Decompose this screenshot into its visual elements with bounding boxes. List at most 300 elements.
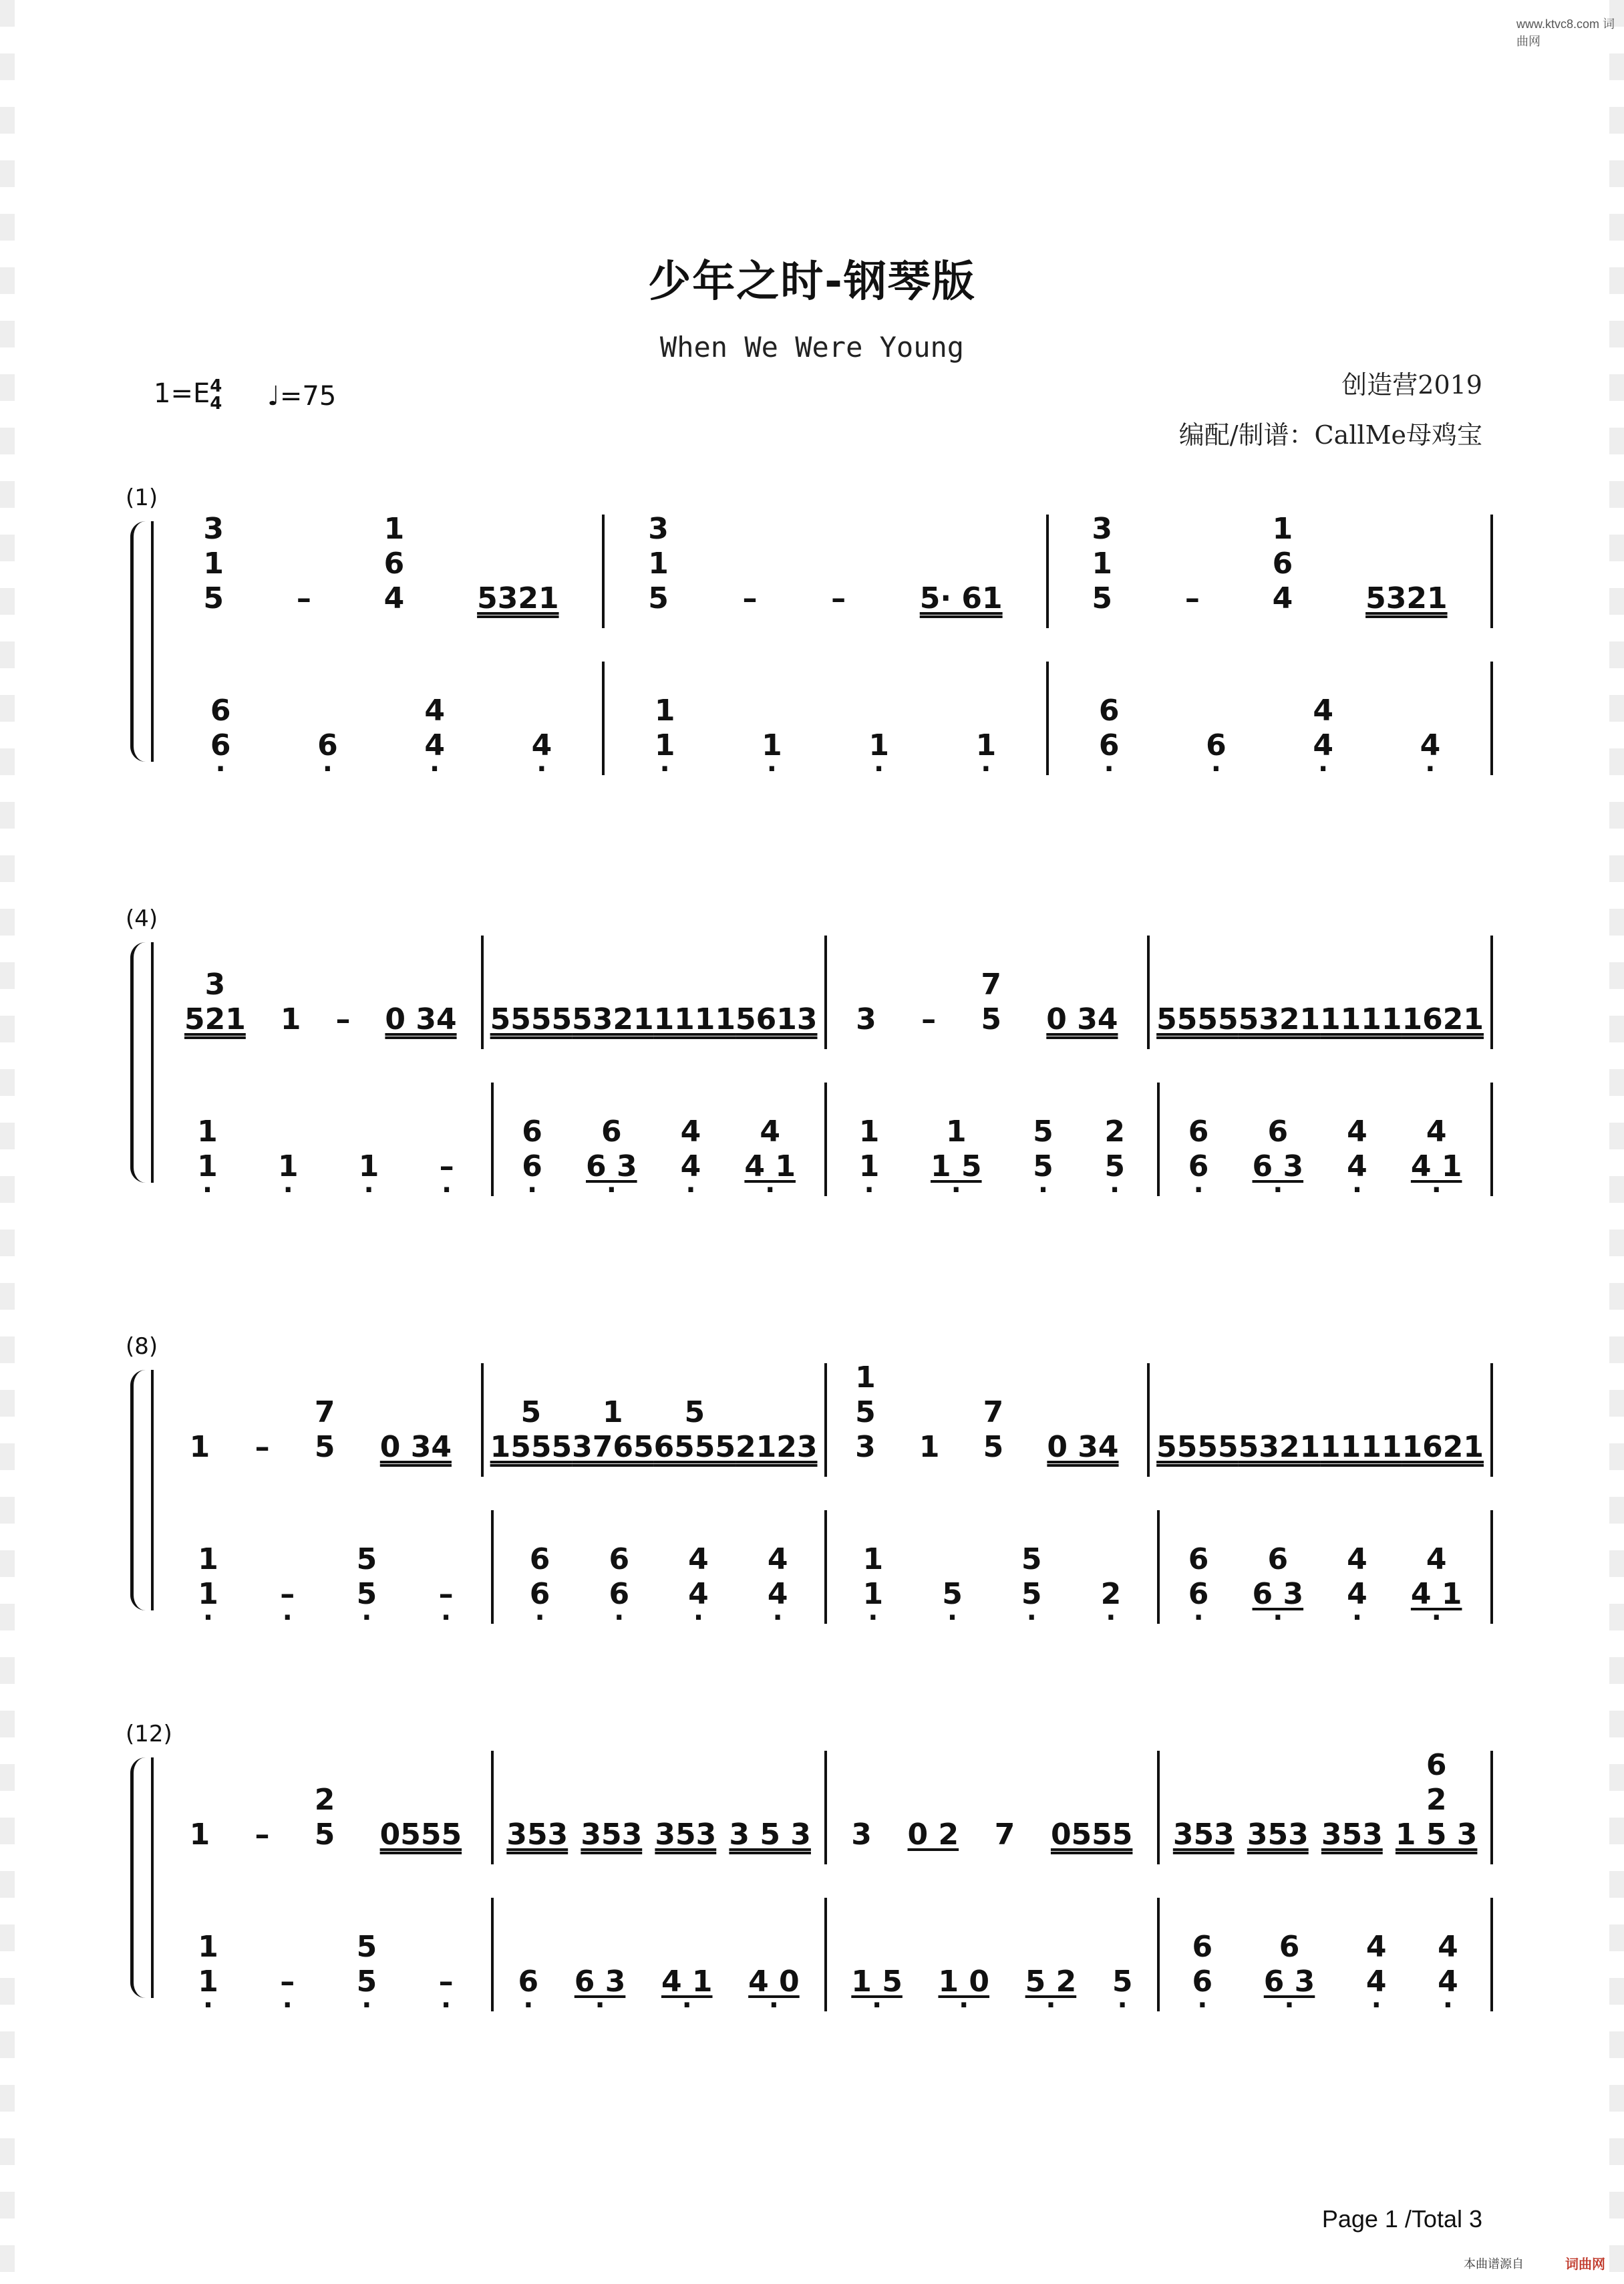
measure: [494, 1083, 827, 1196]
note: 1 0: [938, 1965, 990, 1999]
note: 353: [655, 1818, 717, 1852]
note: 4: [424, 728, 445, 762]
note: 2: [1104, 1115, 1125, 1149]
note: 1 5: [930, 1149, 982, 1183]
note: 3: [855, 1430, 876, 1464]
note: 353: [506, 1818, 569, 1852]
note: 1: [862, 1542, 884, 1576]
measure: [160, 1363, 484, 1477]
bass-staff: [160, 662, 1493, 775]
note-stack: [532, 728, 552, 775]
note-stack: [190, 1818, 210, 1864]
note-stack: [490, 1395, 572, 1477]
note-stack: [335, 1002, 350, 1049]
note: 4 1: [1410, 1149, 1462, 1183]
note-stack: [942, 1577, 963, 1624]
measure: [1160, 1748, 1493, 1864]
note-stack: [736, 1430, 817, 1477]
note: 1: [762, 728, 782, 762]
note: 3: [856, 1002, 876, 1036]
measure: [605, 512, 1049, 628]
note-stack: [1092, 512, 1112, 628]
note-stack: [983, 1395, 1004, 1477]
treble-staff: [160, 1363, 1493, 1477]
note-stack: [518, 1965, 539, 2011]
note: 6 3: [1252, 1149, 1304, 1183]
note-stack: [385, 1002, 456, 1049]
note-stack: [1188, 1115, 1209, 1196]
note-stack: [748, 1965, 800, 2011]
note: 1: [277, 1149, 299, 1183]
note: 5: [1092, 581, 1113, 615]
note: 4: [1438, 1930, 1458, 1964]
note: 6: [529, 1542, 550, 1576]
note: 4: [1426, 1115, 1447, 1149]
note: 5· 61: [919, 581, 1003, 615]
system-brace: [130, 1757, 146, 1998]
note: 5321: [1365, 581, 1448, 615]
note-stack: [572, 1002, 653, 1049]
note: 5: [520, 1395, 542, 1429]
note-stack: [1021, 1542, 1042, 1624]
note: 1: [858, 1115, 880, 1149]
note-stack: [729, 1818, 810, 1864]
note-stack: [1438, 1930, 1458, 2011]
note-stack: [1420, 728, 1441, 775]
note-stack: [1365, 581, 1447, 628]
note: 353: [1172, 1818, 1235, 1852]
note: 0 34: [385, 1002, 457, 1036]
measure: [827, 936, 1150, 1049]
note-stack: [919, 1430, 940, 1477]
note: 6: [383, 547, 405, 581]
note: 4: [383, 581, 405, 615]
note-stack: [1264, 1930, 1315, 2011]
note-stack: [744, 1115, 796, 1196]
note: 5613: [736, 1002, 818, 1036]
site-url[interactable]: www.ktvc8.com 词曲网: [1516, 17, 1615, 48]
note: 5: [356, 1542, 377, 1576]
bass-staff: [160, 1898, 1493, 2011]
note: 5: [1112, 1965, 1133, 1999]
note: 7: [314, 1395, 335, 1429]
note-stack: [1051, 1818, 1132, 1864]
note-stack: [1253, 1115, 1304, 1196]
treble-staff: [160, 512, 1493, 628]
note: 4: [1420, 728, 1441, 762]
note: 6555: [653, 1430, 736, 1464]
note: 3: [648, 512, 669, 546]
note-stack: [688, 1542, 709, 1624]
note: 5: [356, 1965, 377, 1999]
note-stack: [477, 581, 558, 628]
note-stack: [357, 1930, 377, 2011]
note-stack: [1185, 581, 1200, 628]
note: 6: [1272, 547, 1293, 581]
note-stack: [203, 512, 224, 628]
note: 0 34: [1046, 1002, 1118, 1036]
note-stack: [1396, 1748, 1477, 1864]
bass-staff: [160, 1083, 1493, 1196]
note-stack: [654, 1002, 736, 1049]
note-stack: [581, 1818, 642, 1864]
note: 6: [210, 728, 231, 762]
note: 7: [994, 1818, 1015, 1852]
note-stack: [743, 581, 758, 628]
measure: [494, 1510, 827, 1624]
measure: [160, 512, 605, 628]
note: 5: [684, 1395, 705, 1429]
note: 6: [609, 1577, 630, 1611]
note: 6: [1188, 1542, 1209, 1576]
note-stack: [424, 694, 445, 775]
note: 4 1: [661, 1965, 713, 1999]
note: 6: [1192, 1965, 1213, 1999]
note: 2: [1426, 1783, 1447, 1817]
system-barline: [151, 521, 154, 762]
note: 0555: [1050, 1818, 1133, 1852]
note: –: [280, 1577, 295, 1611]
note: 1: [197, 1115, 218, 1149]
note-stack: [655, 694, 675, 775]
note: 4: [680, 1149, 701, 1183]
note: 5: [314, 1818, 335, 1852]
system-barline: [151, 942, 154, 1183]
note: –: [439, 1149, 454, 1183]
note-stack: [255, 1430, 270, 1477]
note-stack: [439, 1577, 454, 1624]
note-stack: [1321, 1818, 1383, 1864]
note-stack: [522, 1115, 542, 1196]
note-stack: [609, 1542, 629, 1624]
note: 1: [358, 1149, 379, 1183]
note-stack: [868, 728, 889, 775]
note-stack: [190, 1430, 210, 1477]
measure: [160, 1898, 494, 2011]
note: 1 5 3: [1395, 1818, 1478, 1852]
page-indicator: Page 1 /Total 3: [1321, 2205, 1482, 2233]
note-stack: [1099, 694, 1120, 775]
note: 4: [1313, 728, 1333, 762]
note: 0 34: [1047, 1430, 1119, 1464]
system-barline: [151, 1757, 154, 1998]
measure: [1049, 662, 1493, 775]
note: –: [831, 581, 846, 615]
note: 5: [1033, 1115, 1053, 1149]
note: 6: [1267, 1115, 1289, 1149]
note: 5: [855, 1395, 876, 1429]
measure: [1160, 1083, 1493, 1196]
note: 1621: [1402, 1430, 1484, 1464]
note: 6: [601, 1115, 622, 1149]
note-stack: [661, 1965, 713, 2011]
footer-logo[interactable]: 词曲网: [1565, 2257, 1605, 2272]
note: 4: [531, 728, 552, 762]
note-stack: [859, 1115, 880, 1196]
measure: [827, 1363, 1150, 1477]
score-system: [0, 1333, 1624, 1684]
measure-number: (8): [126, 1333, 158, 1360]
note-stack: [1188, 1542, 1209, 1624]
note-stack: [1047, 1430, 1118, 1477]
note: 5555: [490, 1002, 573, 1036]
note: 5: [314, 1430, 335, 1464]
note-stack: [317, 728, 338, 775]
note-stack: [1033, 1115, 1053, 1196]
note-stack: [1273, 512, 1293, 628]
note-stack: [198, 1542, 218, 1624]
note: 1: [868, 728, 889, 762]
note: 1: [975, 728, 997, 762]
note-stack: [863, 1542, 884, 1624]
note: 4: [1347, 1115, 1367, 1149]
note: 5321: [1238, 1430, 1321, 1464]
note-stack: [1347, 1115, 1367, 1196]
note: 4: [680, 1115, 701, 1149]
measure: [827, 1898, 1160, 2011]
note: 1111: [653, 1002, 736, 1036]
note: –: [296, 581, 311, 615]
note: 5321: [572, 1002, 654, 1036]
note: 4: [1347, 1542, 1367, 1576]
note-stack: [1411, 1115, 1462, 1196]
note: 4 1: [1410, 1577, 1462, 1611]
note: 1: [189, 1430, 210, 1464]
note: 6: [1192, 1930, 1213, 1964]
note-stack: [1156, 1002, 1238, 1049]
note: 5: [356, 1930, 377, 1964]
note-stack: [1101, 1577, 1122, 1624]
note: 0 34: [379, 1430, 452, 1464]
note-stack: [280, 1965, 295, 2011]
note: 4: [767, 1577, 788, 1611]
note-stack: [736, 1002, 817, 1049]
note: 1: [197, 1149, 218, 1183]
score-system: [0, 905, 1624, 1256]
note: 5555: [1156, 1002, 1239, 1036]
note-stack: [762, 728, 782, 775]
measure-number: (4): [126, 905, 158, 932]
note-stack: [280, 1577, 295, 1624]
note-stack: [995, 1818, 1015, 1864]
system-brace: [130, 1370, 146, 1610]
note: 6: [1426, 1748, 1447, 1782]
system-barline: [151, 1370, 154, 1610]
note: –: [255, 1430, 270, 1464]
note-stack: [575, 1965, 626, 2011]
time-sig-top: 4: [210, 376, 222, 396]
note: 1621: [1402, 1002, 1484, 1036]
note-stack: [1347, 1542, 1367, 1624]
note-stack: [198, 1930, 218, 2011]
note: 1111: [1320, 1002, 1402, 1036]
note: 5321: [1238, 1002, 1321, 1036]
note: –: [438, 1577, 454, 1611]
note: 5555: [1156, 1430, 1239, 1464]
note: 3 5 3: [729, 1818, 811, 1852]
measure: [160, 662, 605, 775]
note: 5: [1104, 1149, 1125, 1183]
note-stack: [981, 968, 1001, 1049]
note: 5321: [477, 581, 559, 615]
measure: [1150, 936, 1493, 1049]
note: 6: [1279, 1930, 1300, 1964]
note-stack: [359, 1149, 379, 1196]
song-subtitle: When We Were Young: [659, 331, 965, 364]
note: 1: [198, 1577, 218, 1611]
note-stack: [1104, 1115, 1125, 1196]
system-brace: [130, 942, 146, 1183]
note: 7: [981, 968, 1001, 1002]
note: 6: [529, 1577, 550, 1611]
measure: [827, 1510, 1160, 1624]
note: –: [255, 1818, 270, 1852]
note: 521: [184, 1002, 246, 1036]
note-stack: [1411, 1542, 1462, 1624]
note: 3: [1092, 512, 1113, 546]
note-stack: [197, 1115, 218, 1196]
note: 4: [767, 1542, 788, 1576]
note: –: [438, 1965, 454, 1999]
note-stack: [681, 1115, 701, 1196]
note: 1: [945, 1115, 967, 1149]
tempo-marking: ♩=75: [267, 381, 337, 412]
note-stack: [440, 1149, 454, 1196]
note: –: [921, 1002, 937, 1036]
note: 4: [688, 1577, 709, 1611]
note: 4 0: [748, 1965, 800, 1999]
measure: [1160, 1898, 1493, 2011]
note-stack: [1112, 1965, 1133, 2011]
note-stack: [931, 1115, 982, 1196]
note: 6: [522, 1115, 542, 1149]
note-stack: [380, 1430, 452, 1477]
note: 2: [314, 1783, 335, 1817]
note: 7: [983, 1395, 1004, 1429]
measure: [1049, 512, 1493, 628]
measure: [1150, 1363, 1493, 1477]
note: 1: [654, 694, 675, 728]
note-stack: [921, 1002, 936, 1049]
note: 3: [204, 968, 226, 1002]
note-stack: [1320, 1002, 1402, 1049]
note: 1: [1272, 512, 1293, 546]
note: 6: [1188, 1115, 1209, 1149]
note: 6 3: [1263, 1965, 1315, 1999]
note: 353: [581, 1818, 643, 1852]
note: 1: [198, 1542, 218, 1576]
note: 6: [518, 1965, 539, 1999]
note-stack: [1366, 1930, 1387, 2011]
note: 6: [1188, 1577, 1209, 1611]
note-stack: [586, 1115, 637, 1196]
note: 2: [1100, 1577, 1122, 1611]
note: –: [742, 581, 758, 615]
note: 1: [198, 1965, 218, 1999]
note: 4: [1438, 1965, 1458, 1999]
note: 6: [1206, 728, 1227, 762]
note-stack: [439, 1965, 454, 2011]
note: 5: [942, 1577, 963, 1611]
note: 1: [654, 728, 675, 762]
note: 4: [1347, 1149, 1367, 1183]
note-stack: [1156, 1430, 1238, 1477]
note-stack: [490, 1002, 572, 1049]
note: 6 3: [586, 1149, 637, 1183]
note: 5: [356, 1577, 377, 1611]
note: 6: [1267, 1542, 1289, 1576]
note: 3: [851, 1818, 872, 1852]
note: 1: [383, 512, 405, 546]
note: 5: [1033, 1149, 1053, 1183]
note-stack: [255, 1818, 270, 1864]
note-stack: [1253, 1542, 1304, 1624]
measure: [484, 1363, 827, 1477]
note-stack: [297, 581, 311, 628]
note-stack: [1402, 1430, 1484, 1477]
note: 5: [983, 1430, 1004, 1464]
note: 1: [189, 1818, 210, 1852]
note-stack: [357, 1542, 377, 1624]
note-stack: [976, 728, 997, 775]
note: 4: [760, 1115, 780, 1149]
note-stack: [572, 1395, 653, 1477]
note: 6: [609, 1542, 630, 1576]
note-stack: [506, 1818, 568, 1864]
note: 6: [1098, 694, 1120, 728]
note: 3: [203, 512, 224, 546]
note-stack: [380, 1818, 462, 1864]
measure-number: (12): [126, 1721, 172, 1747]
note: 2123: [736, 1430, 818, 1464]
note-stack: [851, 1965, 903, 2011]
note-stack: [384, 512, 405, 628]
note: 5: [648, 581, 669, 615]
note-stack: [938, 1965, 989, 2011]
measure: [160, 1083, 494, 1196]
note: 1: [858, 1149, 880, 1183]
note: 1: [855, 1361, 876, 1395]
note-stack: [768, 1542, 788, 1624]
note: 4: [1365, 1965, 1387, 1999]
note: 0555: [379, 1818, 462, 1852]
note-stack: [530, 1542, 550, 1624]
note: 4 1: [744, 1149, 796, 1183]
note-stack: [856, 1002, 876, 1049]
key-label: 1=E: [154, 378, 210, 409]
note-stack: [278, 1149, 299, 1196]
note: 5: [203, 581, 224, 615]
song-title: 少年之时-钢琴版: [648, 257, 976, 307]
note-stack: [1173, 1818, 1235, 1864]
note-stack: [654, 1395, 736, 1477]
measure: [1160, 1510, 1493, 1624]
note: 5 2: [1025, 1965, 1077, 1999]
note: 1: [1092, 547, 1113, 581]
note: –: [280, 1965, 295, 1999]
bass-staff: [160, 1510, 1493, 1624]
note-stack: [920, 581, 1003, 628]
arranger-credit: 编配/制谱：CallMe母鸡宝: [1178, 420, 1482, 450]
note-stack: [315, 1783, 335, 1864]
measure: [827, 1751, 1160, 1864]
key-signature: [154, 378, 222, 412]
note-stack: [851, 1818, 872, 1864]
note-stack: [315, 1395, 335, 1477]
note: 6: [1188, 1149, 1209, 1183]
note: 6: [522, 1149, 542, 1183]
note-stack: [655, 1818, 716, 1864]
